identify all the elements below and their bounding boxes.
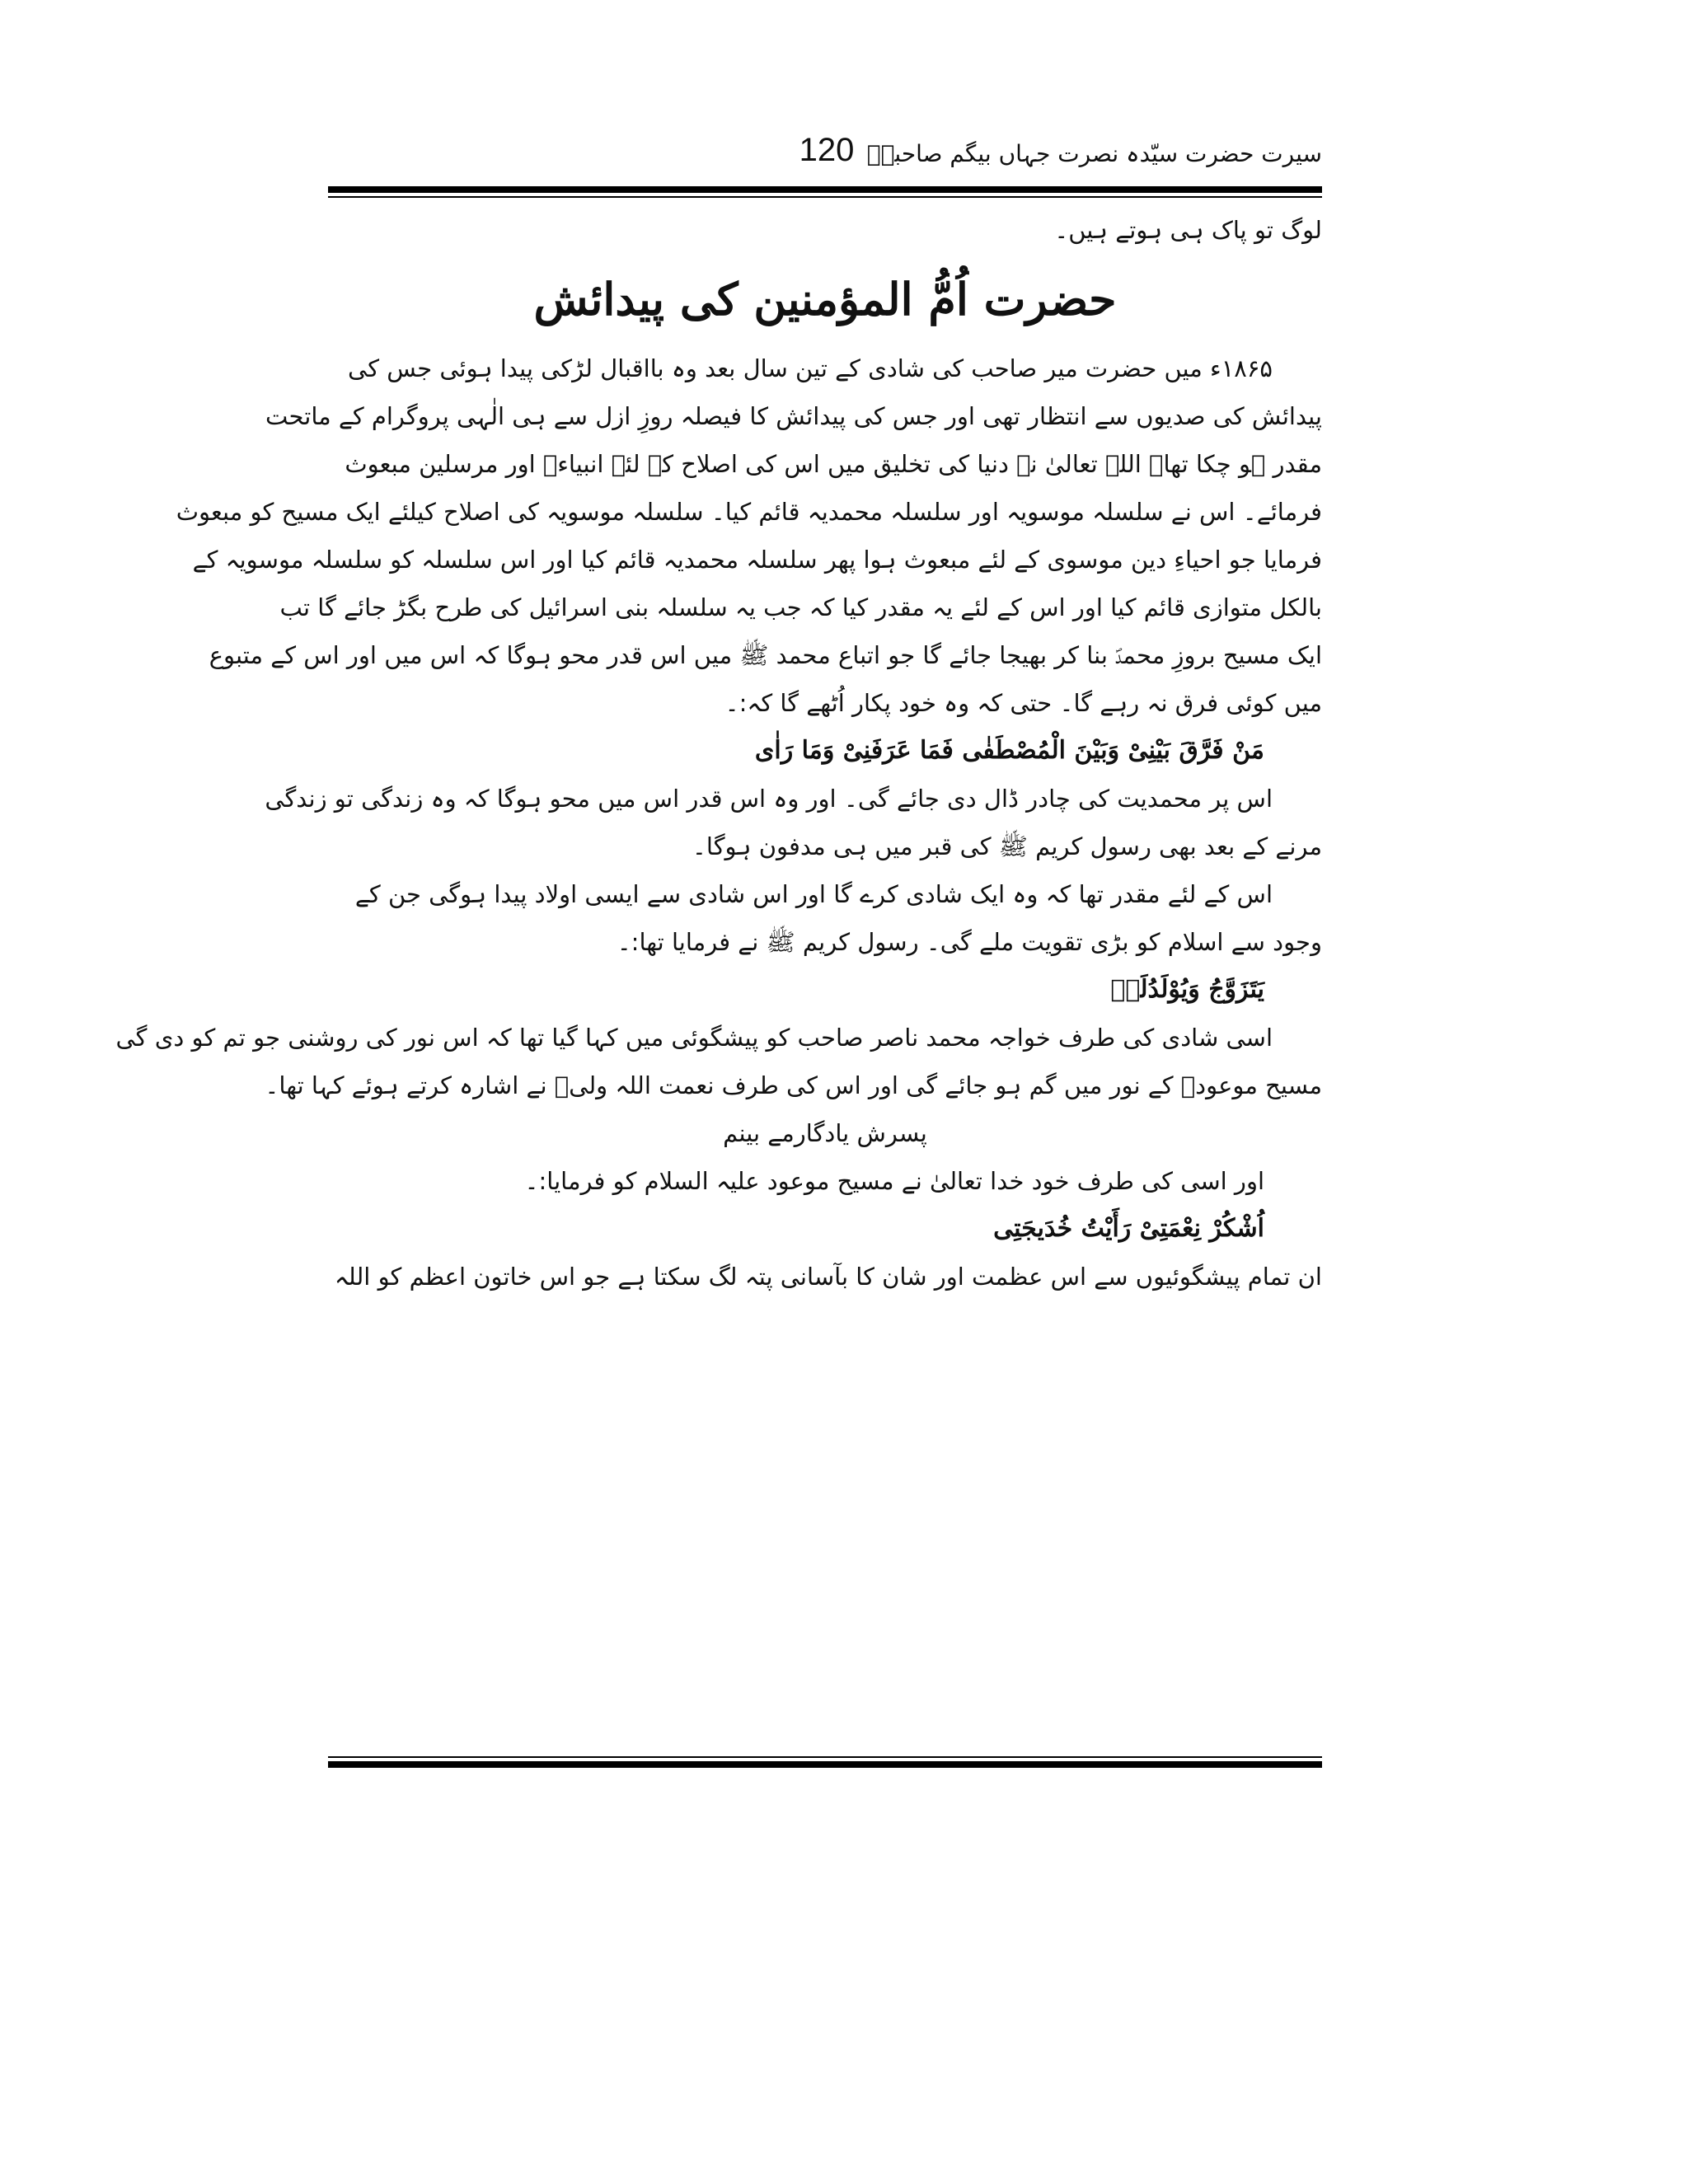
persian-verse: پسرش یادگارمے بینم	[723, 1119, 927, 1147]
arabic-verse: اُشْکُرْ نِعْمَتِیْ رَأَیْتُ خُدَیجَتِی	[993, 1214, 1264, 1243]
paragraph-line: مرنے کے بعد بھی رسول کریم ﷺ کی قبر میں ہی مدفون ہوگا۔	[692, 832, 1322, 860]
opening-line: لوگ تو پاک ہی ہوتے ہیں۔	[1054, 216, 1322, 244]
paragraph-line: میں کوئی فرق نہ رہے گا۔ حتی کہ وہ خود پکار اُٹھے گا کہ:۔	[724, 689, 1322, 717]
paragraph-line: فرمائے۔ اس نے سلسلہ موسویہ اور سلسلہ محمدیہ قائم کیا۔ سلسلہ موسویہ کی اصلاح کیلئے ایک مسیح کو مبعوث	[176, 498, 1322, 526]
page-header	[328, 132, 1322, 181]
footer-rule-thin	[328, 1756, 1322, 1758]
header-rule-thick	[328, 186, 1322, 193]
page-body	[115, 206, 1322, 1301]
arabic-verse: یَتَزَوَّجُ وَیُوْلَدُلَہٗ	[1110, 975, 1264, 1004]
paragraph-line: ۱۸۶۵ء میں حضرت میر صاحب کی شادی کے تین سال بعد وہ بااقبال لڑکی پیدا ہوئی جس کی	[348, 354, 1273, 382]
running-title: سیرت حضرت سیّدہ نصرت جہاں بیگم صاحبہؓ	[866, 140, 1322, 167]
paragraph-line: مسیح موعودؑ کے نور میں گم ہو جائے گی اور اس کی طرف نعمت اللہ ولیؒ نے اشارہ کرتے ہوئے کہا تھا۔	[265, 1071, 1322, 1099]
closing-line: ان تمام پیشگوئیوں سے اس عظمت اور شان کا بآسانی پتہ لگ سکتا ہے جو اس خاتون اعظم کو اللہ	[334, 1263, 1322, 1291]
paragraph-line: مقدر ہو چکا تھا۔ اللہ تعالیٰ نے دنیا کی تخلیق میں اس کی اصلاح کے لئے انبیاءؑ اور مرسلین مبعوث	[345, 450, 1322, 478]
paragraph-line: اس کے لئے مقدر تھا کہ وہ ایک شادی کرے گا اور اس شادی سے ایسی اولاد پیدا ہوگی جن کے	[354, 880, 1273, 908]
paragraph-line: اور اسی کی طرف خود خدا تعالیٰ نے مسیح موعود علیہ السلام کو فرمایا:۔	[524, 1167, 1264, 1195]
section-heading: حضرت اُمُّ المؤمنین کی پیدائش	[533, 273, 1117, 326]
page-number: 120	[799, 132, 855, 168]
header-rule-thin	[328, 196, 1322, 198]
paragraph-line: اسی شادی کی طرف خواجہ محمد ناصر صاحب کو پیشگوئی میں کہا گیا تھا کہ اس نور کی روشنی جو تم کو دی گی	[115, 1024, 1273, 1052]
paragraph-line: پیدائش کی صدیوں سے انتظار تھی اور جس کی پیدائش کا فیصلہ روزِ ازل سے ہی الٰہی پروگرام کے ماتحت	[265, 402, 1322, 430]
footer-rule-thick	[328, 1761, 1322, 1768]
paragraph-line: فرمایا جو احیاءِ دین موسوی کے لئے مبعوث ہوا پھر سلسلہ محمدیہ قائم کیا اور اس سلسلہ کو سلسلہ موسویہ کے	[192, 546, 1322, 574]
paragraph-line: بالکل متوازی قائم کیا اور اس کے لئے یہ مقدر کیا کہ جب یہ سلسلہ بنی اسرائیل کی طرح بگڑ جائے گا تب	[279, 593, 1322, 621]
arabic-verse: مَنْ فَرَّقَ بَیْنِیْ وَبَیْنَ الْمُصْطَفٰی فَمَا عَرَفَنِیْ وَمَا رَاٰی	[754, 736, 1264, 765]
paragraph-line: اس پر محمدیت کی چادر ڈال دی جائے گی۔ اور وہ اس قدر اس میں محو ہوگا کہ وہ زندگی تو زندگی	[265, 785, 1273, 813]
paragraph-line: ایک مسیح بروزِ محمدؐ بنا کر بھیجا جائے گا جو اتباع محمد ﷺ میں اس قدر محو ہوگا کہ اس میں اور اس کے متبوع	[209, 641, 1322, 669]
paragraph-line: وجود سے اسلام کو بڑی تقویت ملے گی۔ رسول کریم ﷺ نے فرمایا تھا:۔	[617, 928, 1322, 956]
